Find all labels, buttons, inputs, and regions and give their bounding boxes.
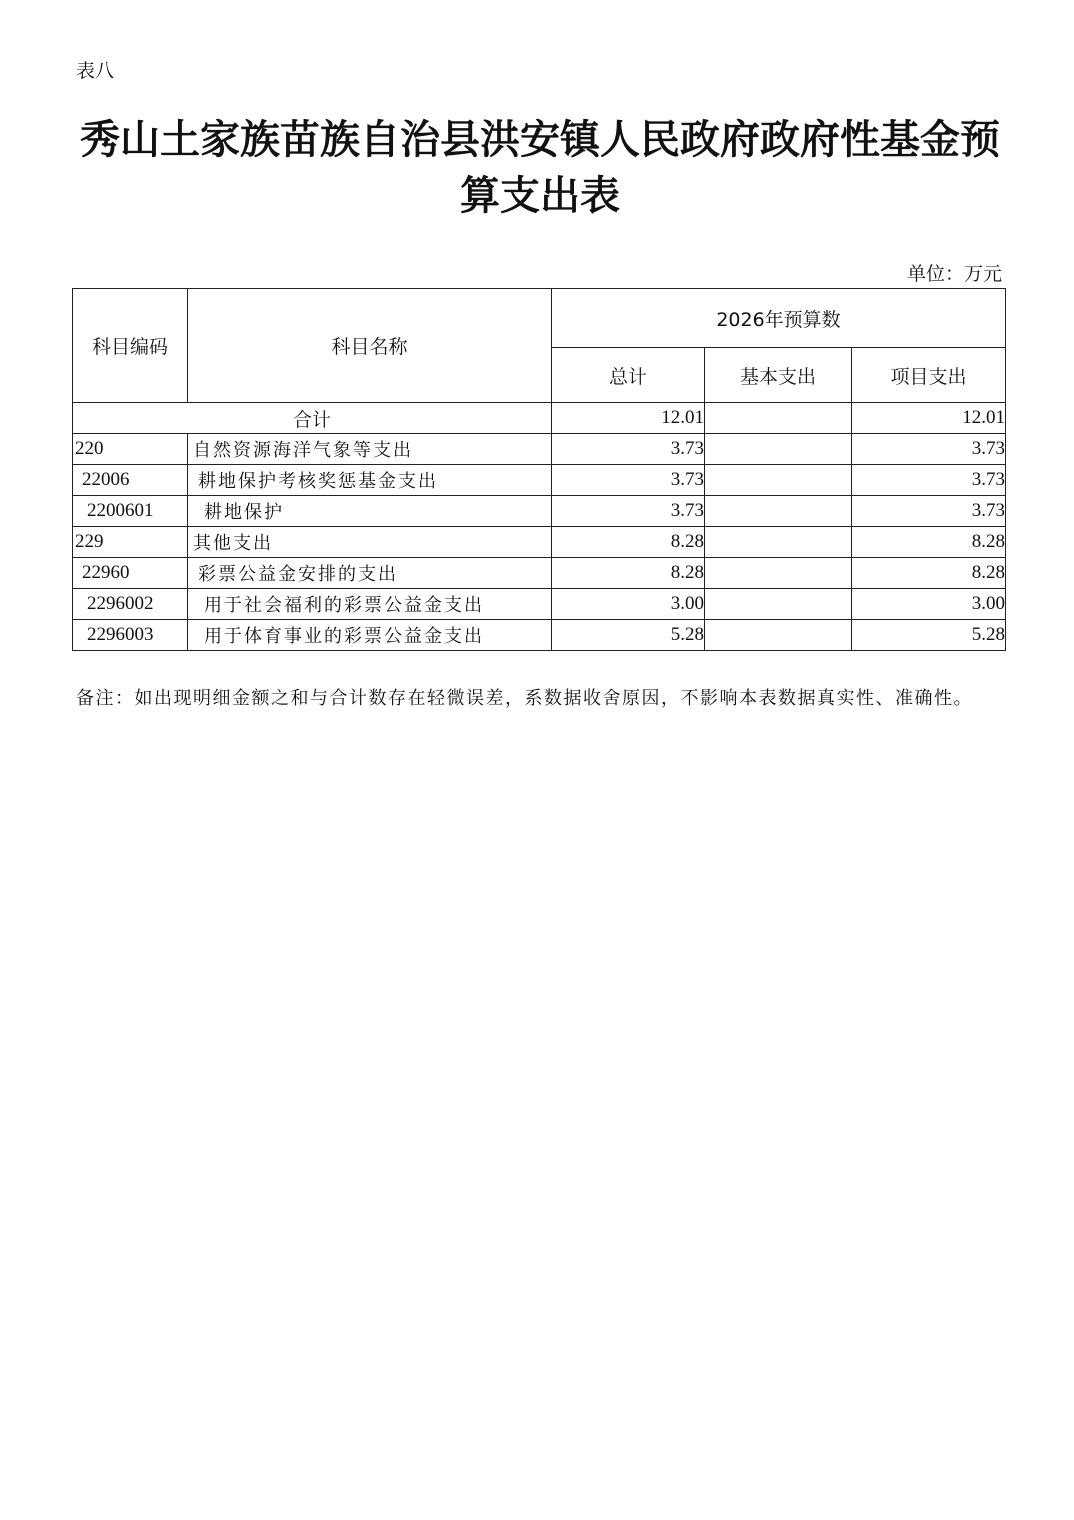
header-subject-name: 科目名称 <box>188 289 552 403</box>
header-project-expenditure: 项目支出 <box>852 348 1006 403</box>
subject-name-cell: 其他支出 <box>188 527 552 558</box>
basic-amount-cell <box>705 589 852 620</box>
subject-code-cell: 22006 <box>73 465 188 496</box>
project-amount-cell: 3.73 <box>852 465 1006 496</box>
subject-name-cell: 自然资源海洋气象等支出 <box>188 434 552 465</box>
table-row <box>73 558 1006 589</box>
table-body <box>73 403 1006 651</box>
project-amount-cell: 3.73 <box>852 496 1006 527</box>
footnote-clip <box>76 686 996 712</box>
subject-name-cell: 用于社会福利的彩票公益金支出 <box>188 589 552 620</box>
subject-code-cell: 229 <box>73 527 188 558</box>
header-budget-year: 2026年预算数 <box>552 289 1006 348</box>
subject-name-cell: 彩票公益金安排的支出 <box>188 558 552 589</box>
total-amount-cell: 3.73 <box>552 496 705 527</box>
total-amount-cell: 3.73 <box>552 465 705 496</box>
project-amount-cell: 3.00 <box>852 589 1006 620</box>
project-amount-cell: 3.73 <box>852 434 1006 465</box>
total-project-amount: 12.01 <box>852 403 1006 434</box>
table-row <box>73 620 1006 651</box>
header-total: 总计 <box>552 348 705 403</box>
total-amount-cell: 3.73 <box>552 434 705 465</box>
table-row <box>73 465 1006 496</box>
basic-amount-cell <box>705 496 852 527</box>
subject-name-cell: 耕地保护 <box>188 496 552 527</box>
subject-code-cell: 2296002 <box>73 589 188 620</box>
total-amount: 12.01 <box>552 403 705 434</box>
basic-amount-cell <box>705 558 852 589</box>
total-amount-cell: 3.00 <box>552 589 705 620</box>
basic-amount-cell <box>705 465 852 496</box>
basic-amount-cell <box>705 434 852 465</box>
project-amount-cell: 8.28 <box>852 558 1006 589</box>
page-title: 秀山土家族苗族自治县洪安镇人民政府政府性基金预算支出表 <box>80 116 1000 219</box>
basic-amount-cell <box>705 620 852 651</box>
subject-code-cell: 2200601 <box>73 496 188 527</box>
total-amount-cell: 8.28 <box>552 527 705 558</box>
project-amount-cell: 5.28 <box>852 620 1006 651</box>
total-amount-cell: 5.28 <box>552 620 705 651</box>
subject-code-cell: 2296003 <box>73 620 188 651</box>
total-amount-cell: 8.28 <box>552 558 705 589</box>
subject-name-cell: 耕地保护考核奖惩基金支出 <box>188 465 552 496</box>
total-label: 合计 <box>73 403 552 434</box>
table-number-label: 表八 <box>76 60 115 82</box>
budget-table <box>72 288 1006 651</box>
unit-label: 单位：万元 <box>906 263 1002 285</box>
total-basic-amount <box>705 403 852 434</box>
header-subject-code: 科目编码 <box>73 289 188 403</box>
footnote: 备注：如出现明细金额之和与合计数存在轻微误差，系数据收舍原因，不影响本表数据真实性、准确性。 <box>76 688 973 709</box>
subject-code-cell: 220 <box>73 434 188 465</box>
table-row <box>73 496 1006 527</box>
basic-amount-cell <box>705 527 852 558</box>
table-row <box>73 434 1006 465</box>
table-row <box>73 527 1006 558</box>
header-basic-expenditure: 基本支出 <box>705 348 852 403</box>
table-row <box>73 589 1006 620</box>
subject-code-cell: 22960 <box>73 558 188 589</box>
subject-name-cell: 用于体育事业的彩票公益金支出 <box>188 620 552 651</box>
total-row <box>73 403 1006 434</box>
project-amount-cell: 8.28 <box>852 527 1006 558</box>
